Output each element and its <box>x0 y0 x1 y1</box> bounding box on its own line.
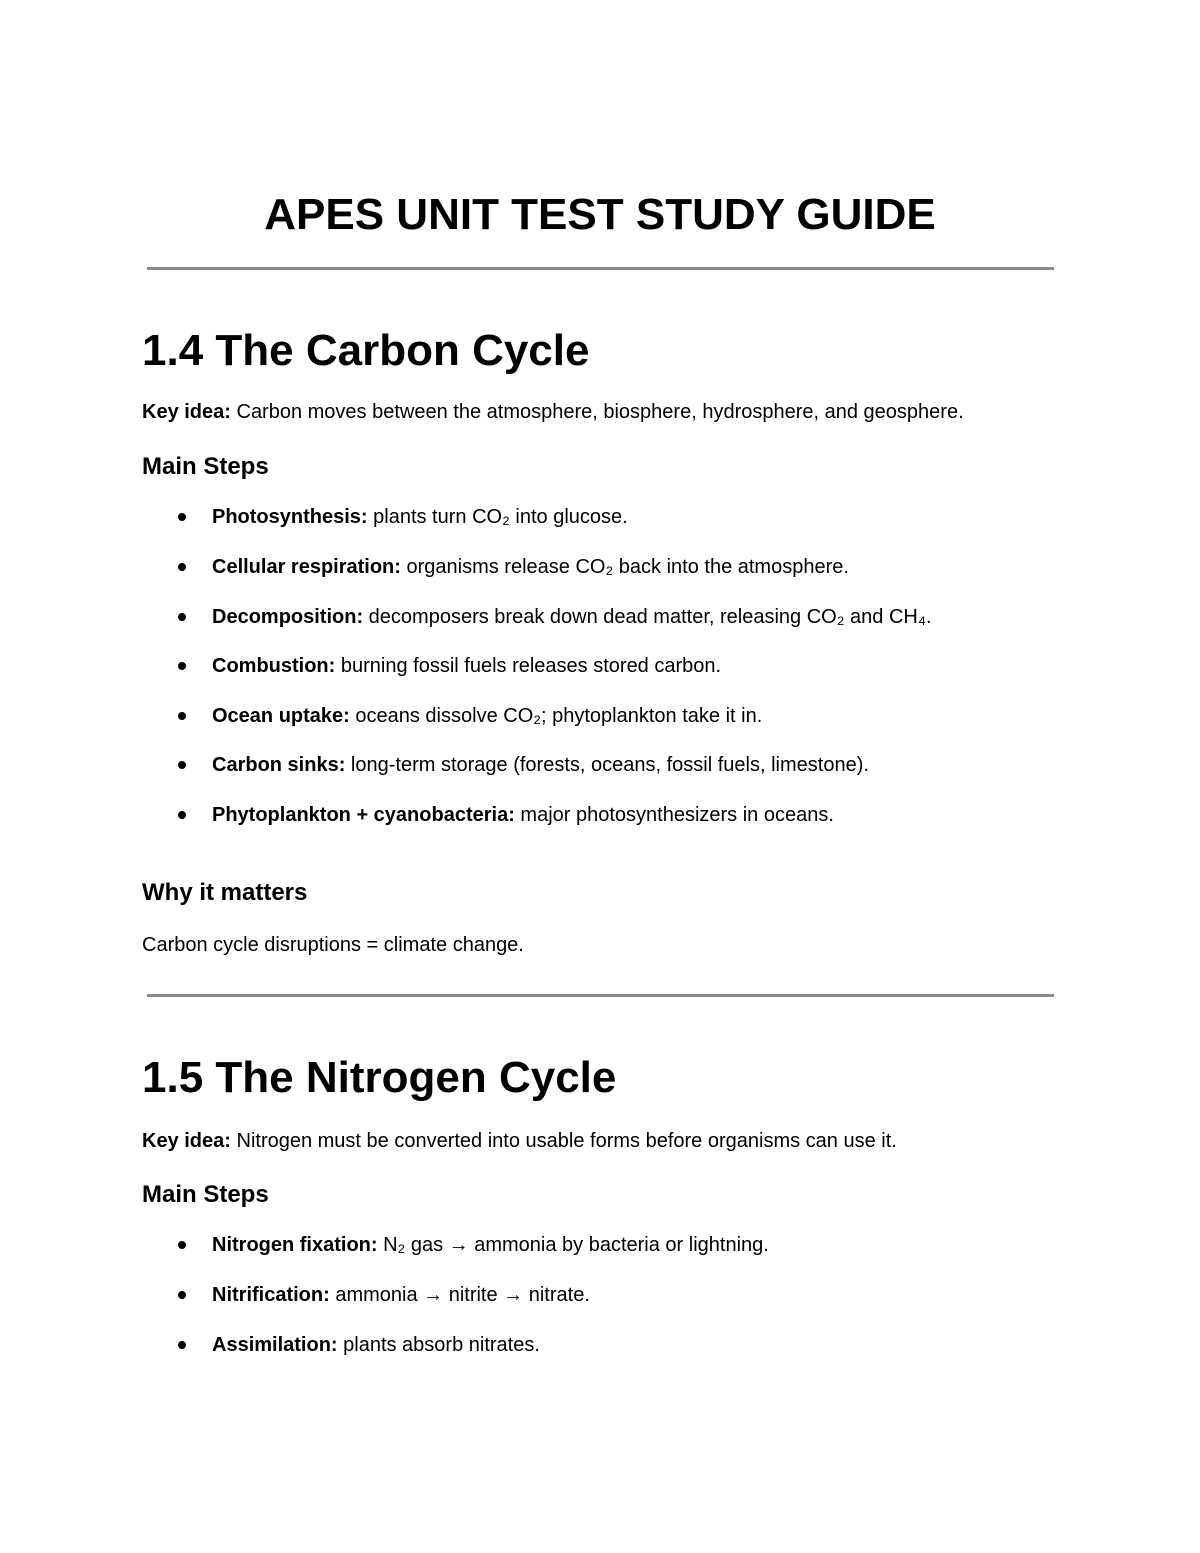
step-term: Assimilation: <box>212 1334 338 1356</box>
key-idea-label: Key idea: <box>142 401 231 423</box>
section-divider <box>147 267 1054 270</box>
step-text: N₂ gas → ammonia by bacteria or lightning. <box>377 1234 769 1256</box>
step-term: Decomposition: <box>212 606 364 628</box>
document-title: APES UNIT TEST STUDY GUIDE <box>264 190 936 239</box>
key-idea-text: Carbon moves between the atmosphere, biosphere, hydrosphere, and geosphere. <box>230 401 964 423</box>
step-term: Ocean uptake: <box>212 705 350 727</box>
step-term: Combustion: <box>212 655 336 677</box>
step-text: major photosynthesizers in oceans. <box>514 804 834 826</box>
bullet-icon <box>178 1291 186 1299</box>
why-it-matters-text: Carbon cycle disruptions = climate change. <box>142 934 524 956</box>
step-term: Nitrogen fixation: <box>212 1234 378 1256</box>
step-term: Photosynthesis: <box>212 506 368 528</box>
main-steps-heading: Main Steps <box>142 453 269 480</box>
step-term: Phytoplankton + cyanobacteria: <box>212 804 515 826</box>
bullet-icon <box>178 1241 186 1249</box>
step-text: oceans dissolve CO₂; phytoplankton take it in. <box>349 705 763 727</box>
step-text: ammonia → nitrite → nitrate. <box>329 1284 590 1306</box>
bullet-icon <box>178 613 186 621</box>
key-idea-nitrogen <box>142 1128 897 1154</box>
step-term: Nitrification: <box>212 1284 330 1306</box>
step-term: Cellular respiration: <box>212 556 401 578</box>
section-heading-carbon-cycle: 1.4 The Carbon Cycle <box>142 326 590 375</box>
step-text: plants absorb nitrates. <box>337 1334 540 1356</box>
step-text: plants turn CO₂ into glucose. <box>367 506 628 528</box>
main-steps-heading: Main Steps <box>142 1181 269 1208</box>
step-text: long-term storage (forests, oceans, fossil fuels, limestone). <box>345 754 869 776</box>
step-text: decomposers break down dead matter, releasing CO₂ and CH₄. <box>363 606 932 628</box>
bullet-icon <box>178 662 186 670</box>
bullet-icon <box>178 563 186 571</box>
step-term: Carbon sinks: <box>212 754 346 776</box>
bullet-icon <box>178 712 186 720</box>
step-text: organisms release CO₂ back into the atmosphere. <box>400 556 849 578</box>
bullet-icon <box>178 761 186 769</box>
bullet-icon <box>178 513 186 521</box>
key-idea-carbon <box>142 399 964 425</box>
section-heading-nitrogen-cycle: 1.5 The Nitrogen Cycle <box>142 1053 617 1102</box>
step-text: burning fossil fuels releases stored carbon. <box>335 655 722 677</box>
section-divider <box>147 994 1054 997</box>
key-idea-label: Key idea: <box>142 1130 231 1152</box>
bullet-icon <box>178 1341 186 1349</box>
key-idea-text: Nitrogen must be converted into usable forms before organisms can use it. <box>230 1130 897 1152</box>
why-it-matters-heading: Why it matters <box>142 879 308 906</box>
bullet-icon <box>178 811 186 819</box>
